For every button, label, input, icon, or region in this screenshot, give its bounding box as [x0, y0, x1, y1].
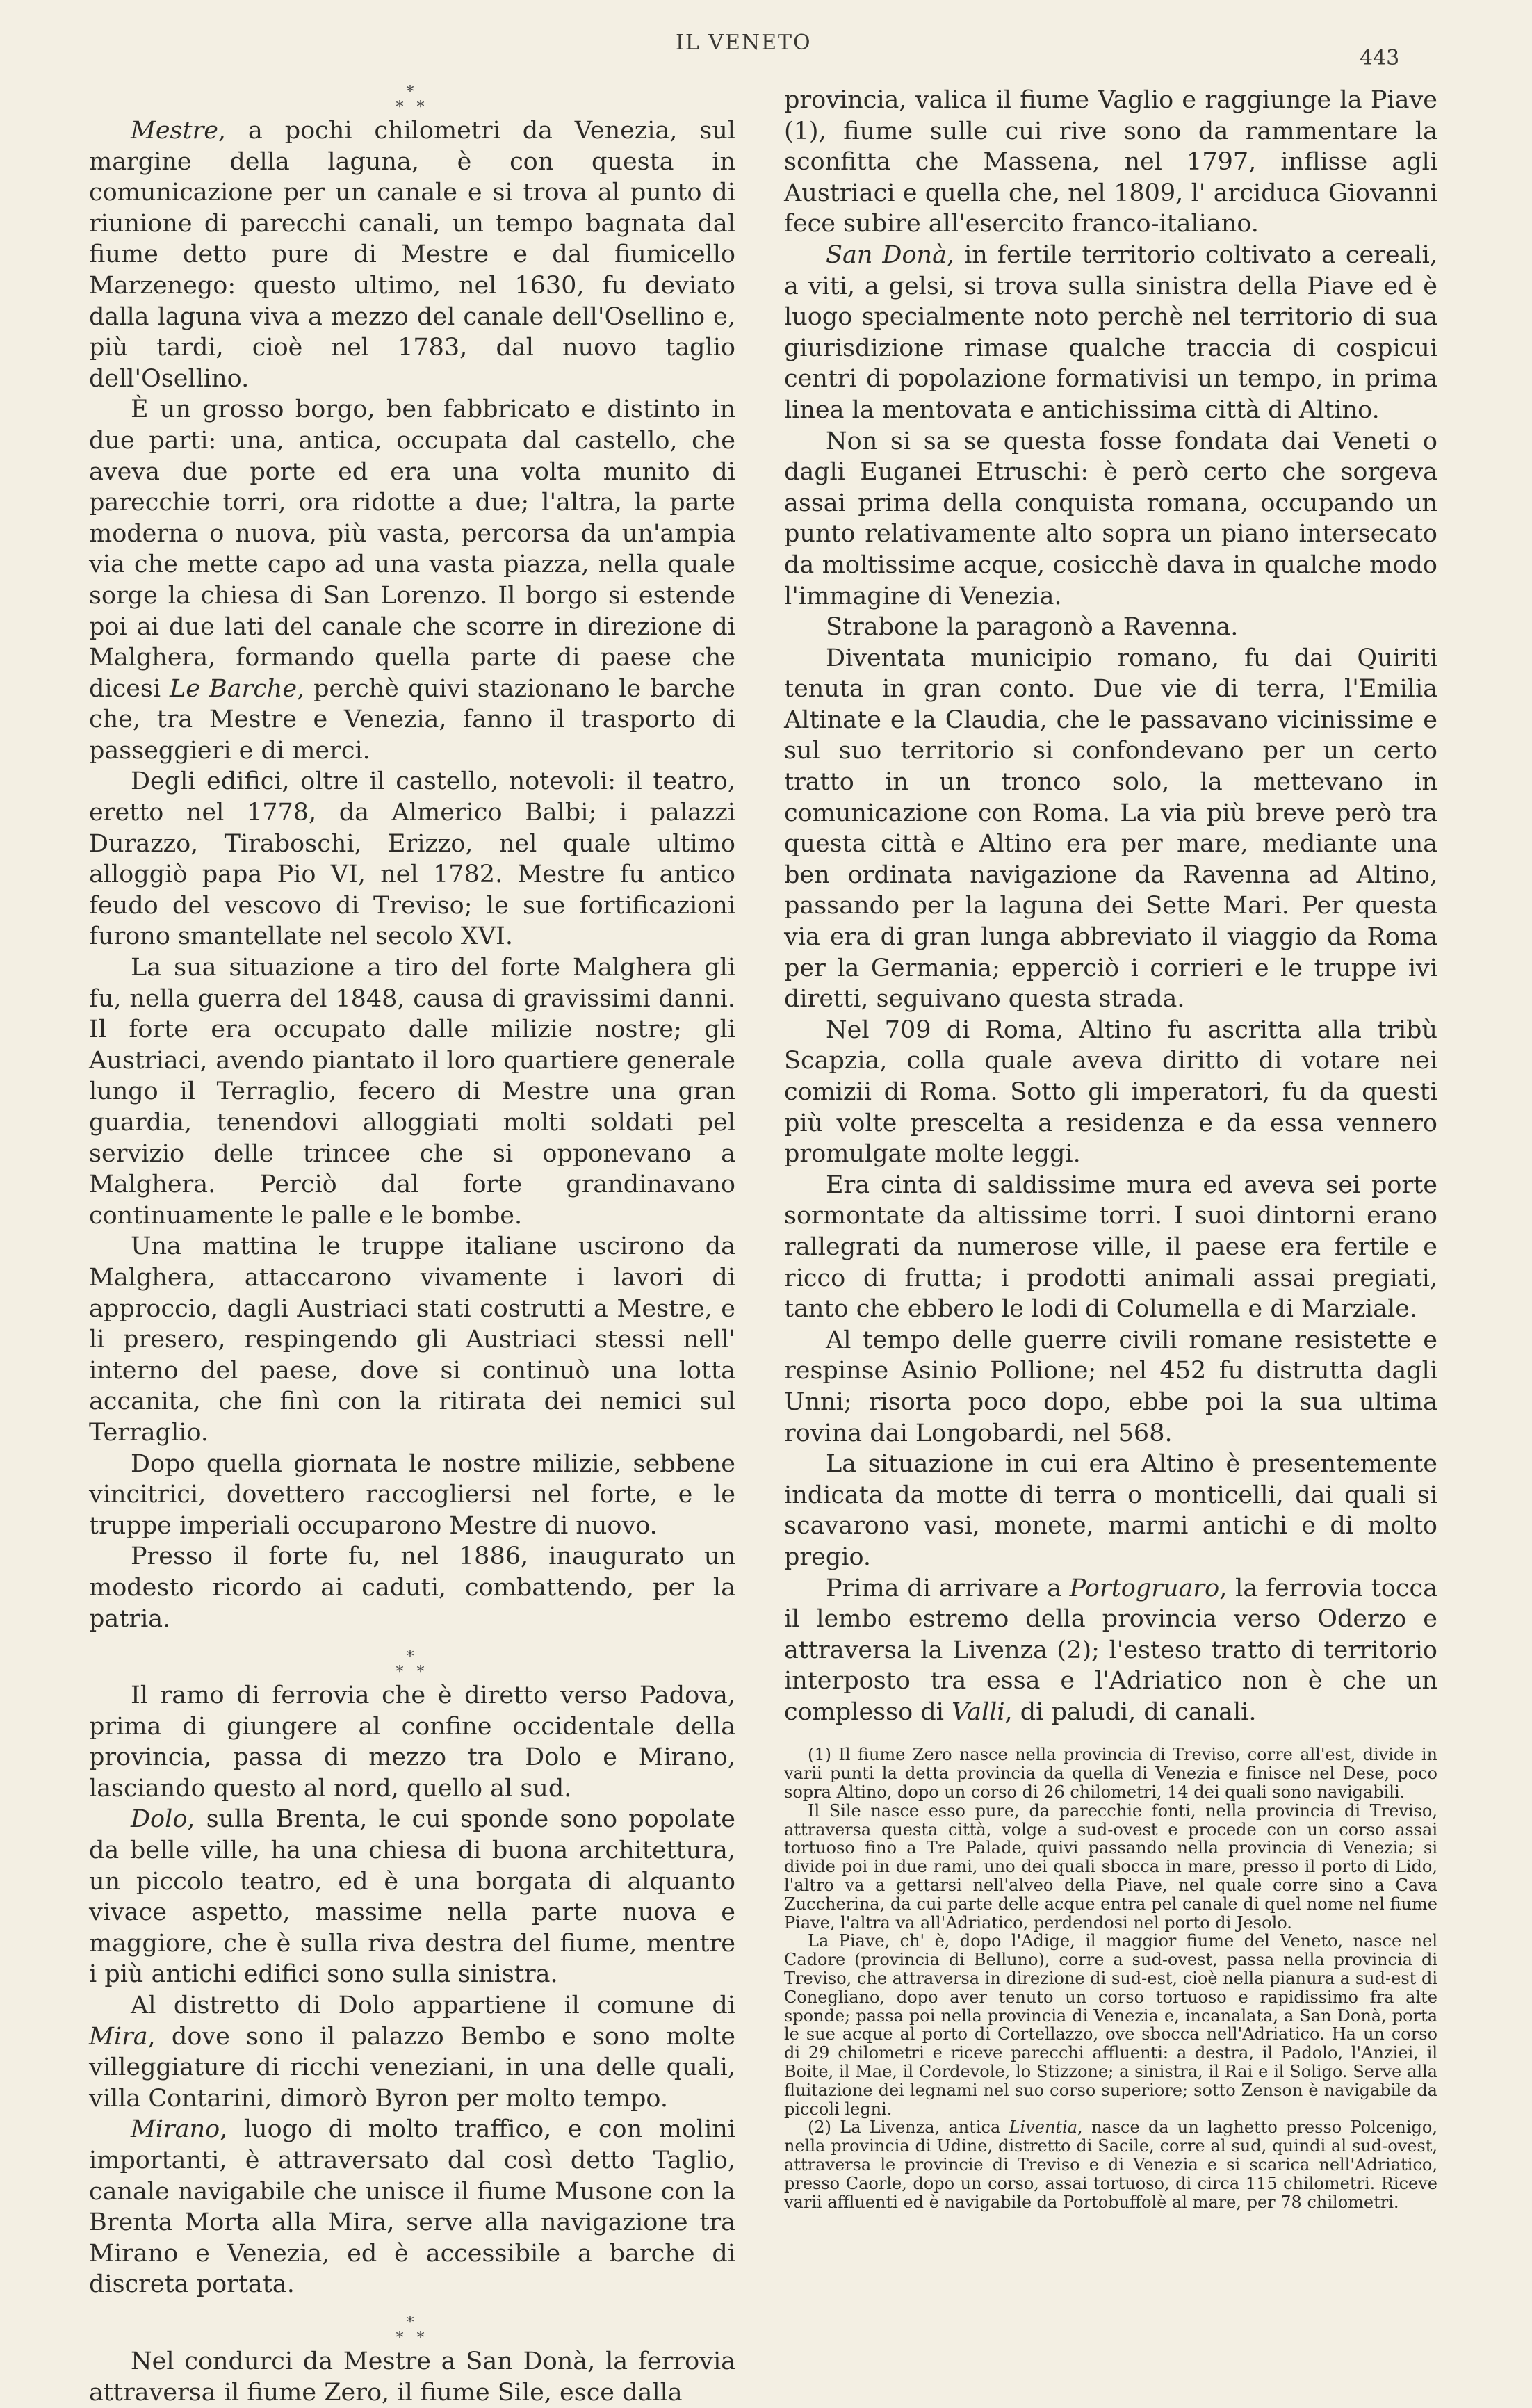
- place-name: Liventia: [1009, 2117, 1078, 2138]
- footnote: Il Sile nasce esso pure, da parecchie fonti, nella provincia di Treviso, attraversa questa città, volge a sud-ovest e procede con un corso assai tortuoso fino a Tre Palade, quivi passando nella provincia di Venezia; si divide poi in due rami, uno dei quali sbocca in mare, presso il porto di Lido, l'altro va a gettarsi nell'alveo della Piave, nel quale corre sino a Cava Zuccherina, da cui parte delle acque entra pel canale di quel nome nel fiume Piave, l'altra va all'Adriatico, perdendosi nel porto di Jesolo.: [784, 1800, 1437, 1933]
- place-name: Valli: [952, 1698, 1005, 1726]
- footnote: La Piave, ch' è, dopo l'Adige, il maggior fiume del Veneto, nasce nel Cadore (provincia di Belluno), corre a sud-ovest, passa nella provincia di Treviso, che attraversa in direzione di sud-est, cioè nella pianura a sud-est di Conegliano, dopo aver tenuto un corso tortuoso e rapidissimo fra alte sponde; passa poi nella provincia di Venezia e, incanalata, a San Donà, porta le sue acque al porto di Cortellazzo, ove sbocca nell'Adriatico. Ha un corso di 29 chilometri e riceve parecchi affluenti: a destra, il Padolo, l'Anziei, il Boite, il Mae, il Cordevole, lo Stizzone; a sinistra, il Rai e il Soligo. Serve alla fluitazione dei legnami nel suo corso superiore; sotto Zenson è navigabile da piccoli legni.: [784, 1931, 1437, 2119]
- paragraph-portogruaro: Prima di arrivare a Portogruaro, la ferrovia tocca il lembo estremo della provincia verso Oderzo e attraversa la Livenza (2); l'esteso tratto di territorio interposto tra essa e l'Adriatico non è che un complesso di Valli, di paludi, di canali.: [784, 1574, 1437, 1726]
- paragraph: Una mattina le truppe italiane uscirono da Malghera, attaccarono vivamente i lavori di approccio, dagli Austriaci stati costrutti a Mestre, e li presero, respingendo gli Austriaci stessi nell' interno del paese, dove si continuò una lotta accanita, che finì con la ritirata dei nemici sul Terraglio.: [89, 1233, 735, 1447]
- paragraph: Il ramo di ferrovia che è diretto verso Padova, prima di giungere al confine occidentale della provincia, passa di mezzo tra Dolo e Mirano, lasciando questo al nord, quello al sud.: [89, 1682, 735, 1803]
- place-name: Mestre: [131, 117, 219, 145]
- paragraph: provincia, valica il fiume Vaglio e raggiunge la Piave (1), fiume sulle cui rive sono da rammentare la sconfitta che Massena, nel 1797, inflisse agli Austriaci e quella che, nel 1809, l' arciduca Giovanni fece subire all'esercito franco-italiano.: [784, 86, 1437, 238]
- paragraph: Diventata municipio romano, fu dai Quiriti tenuta in gran conto. Due vie di terra, l'Emilia Altinate e la Claudia, che le passavano vicinissime e sul suo territorio si confondevano per un certo tratto in un tronco solo, la mettevano in comunicazione con Roma. La via più breve però tra questa città e Altino era per mare, mediante una ben ordinata navigazione da Ravenna ad Altino, passando per la laguna dei Sette Mari. Per questa via era di gran lunga abbreviato il viaggio da Roma per la Germania; epperciò i corrieri e le truppe ivi diretti, seguivano questa strada.: [784, 644, 1437, 1014]
- place-name: Mira: [89, 2022, 148, 2051]
- footnotes: [784, 1746, 1437, 2211]
- paragraph-mira: Al distretto di Dolo appartiene il comune di Mira, dove sono il palazzo Bembo e sono molte villeggiature di ricchi veneziani, in una delle quali, villa Contarini, dimorò Byron per molto tempo.: [89, 1992, 735, 2113]
- paragraph: Degli edifici, oltre il castello, notevoli: il teatro, eretto nel 1778, da Almerico Balbi; i palazzi Durazzo, Tiraboschi, Erizzo, nel quale ultimo alloggiò papa Pio VI, nel 1782. Mestre fu antico feudo del vescovo di Treviso; le sue fortificazioni furono smantellate nel secolo XVI.: [89, 767, 735, 951]
- page-number: 443: [1360, 46, 1400, 70]
- place-name: Dolo: [131, 1805, 188, 1834]
- footnote: (1) Il fiume Zero nasce nella provincia di Treviso, corre all'est, divide in varii punti la detta provincia da quella di Venezia e finisce nel Dese, poco sopra Altino, dopo un corso di 26 chilometri, 14 dei quali sono navigabili.: [784, 1745, 1437, 1803]
- section-separator: * * *: [396, 2313, 429, 2347]
- running-title: IL VENETO: [676, 31, 812, 55]
- page-header: [0, 31, 1532, 72]
- paragraph: Dopo quella giornata le nostre milizie, sebbene vincitrici, dovettero raccogliersi nel forte, e le truppe imperiali occuparono Mestre di nuovo.: [89, 1449, 735, 1540]
- paragraph: Presso il forte fu, nel 1886, inaugurato un modesto ricordo ai caduti, combattendo, per la patria.: [89, 1543, 735, 1633]
- paragraph-mestre: Mestre, a pochi chilometri da Venezia, sul margine della laguna, è con questa in comunicazione per un canale e si trova al punto di riunione di parecchi canali, un tempo bagnata dal fiume detto pure di Mestre e dal fiumicello Marzenego: questo ultimo, nel 1630, fu deviato dalla laguna viva a mezzo del canale dell'Osellino e, più tardi, cioè nel 1783, dal nuovo taglio dell'Osellino.: [89, 117, 735, 393]
- paragraph-dolo: Dolo, sulla Brenta, le cui sponde sono popolate da belle ville, ha una chiesa di buona architettura, un piccolo teatro, ed è una borgata di alquanto vivace aspetto, massime nella parte nuova e maggiore, che è sulla riva destra del fiume, mentre i più antichi edifici sono sulla sinistra.: [89, 1805, 735, 1989]
- left-column: [89, 85, 735, 2408]
- paragraph-mirano: Mirano, luogo di molto traffico, e con molini importanti, è attraversato dal così detto Taglio, canale navigabile che unisce il fiume Musone con la Brenta Morta alla Mira, serve alla navigazione tra Mirano e Venezia, ed è accessibile a barche di discreta portata.: [89, 2115, 735, 2299]
- paragraph: La sua situazione a tiro del forte Malghera gli fu, nella guerra del 1848, causa di gravissimi danni. Il forte era occupato dalle milizie nostre; gli Austriaci, avendo piantato il loro quartiere generale lungo il Terraglio, fecero di Mestre una gran guardia, tenendovi alloggiati molti soldati pel servizio delle trincee che si opponevano a Malghera. Perciò dal forte grandinavano continuamente le palle e le bombe.: [89, 954, 735, 1230]
- paragraph: Strabone la paragonò a Ravenna.: [826, 613, 1239, 642]
- paragraph: Non si sa se questa fosse fondata dai Veneti o dagli Euganei Etruschi: è però certo che sorgeva assai prima della conquista romana, occupando un punto relativamente alto sopra un piano intersecato da moltissime acque, cosicchè dava in qualche modo l'immagine di Venezia.: [784, 427, 1437, 610]
- paragraph: Era cinta di saldissime mura ed aveva sei porte sormontate da altissime torri. I suoi dintorni erano rallegrati da numerose ville, il paese era fertile e ricco di frutta; i prodotti animali assai pregiati, tanto che ebbero le lodi di Columella e di Marziale.: [784, 1171, 1437, 1324]
- paragraph: Nel condurci da Mestre a San Donà, la ferrovia attraversa il fiume Zero, il fiume Sile, esce dalla: [89, 2347, 735, 2407]
- right-column: [784, 85, 1437, 2211]
- place-name: Mirano: [131, 2115, 220, 2144]
- place-name: Le Barche: [170, 674, 298, 703]
- paragraph: La situazione in cui era Altino è presentemente indicata da motte di terra o monticelli, dai quali si scavarono vasi, monete, marmi antichi e di molto pregio.: [784, 1450, 1437, 1571]
- paragraph: Nel 709 di Roma, Altino fu ascritta alla tribù Scapzia, colla quale aveva diritto di votare nei comizii di Roma. Sotto gli imperatori, fu da questi più volte prescelta a residenza e da essa vennero promulgate molte leggi.: [784, 1016, 1437, 1169]
- paragraph-san-dona: San Donà, in fertile territorio coltivato a cereali, a viti, a gelsi, si trova sulla sinistra della Piave ed è luogo specialmente noto perchè nel territorio di sua giurisdizione rimase qualche traccia di cospicui centri di popolazione formativisi un tempo, in prima linea la mentovata e antichissima città di Altino.: [784, 241, 1437, 424]
- section-separator: * * *: [396, 1648, 429, 1682]
- footnote: (2) La Livenza, antica Liventia, nasce da un laghetto presso Polcenigo, nella provincia di Udine, distretto di Sacile, corre al sud, quindi al sud-ovest, attraversa le provincie di Treviso e di Venezia e si scarica nell'Adriatico, presso Caorle, dopo un corso, assai tortuoso, di circa 115 chilometri. Riceve varii affluenti ed è navigabile da Portobuffolè al mare, per 78 chilometri.: [784, 2117, 1437, 2212]
- place-name: San Donà: [826, 241, 947, 269]
- paragraph: Al tempo delle guerre civili romane resistette e respinse Asinio Pollione; nel 452 fu distrutta dagli Unni; risorta poco dopo, ebbe poi la sua ultima rovina dai Longobardi, nel 568.: [784, 1326, 1437, 1447]
- section-separator: * * *: [396, 83, 429, 116]
- place-name: Portogruaro: [1069, 1574, 1220, 1602]
- paragraph: È un grosso borgo, ben fabbricato e distinto in due parti: una, antica, occupata dal castello, che aveva due porte ed era una volta munito di parecchie torri, ora ridotte a due; l'altra, la parte moderna o nuova, più vasta, percorsa da un'ampia via che mette capo ad una vasta piazza, nella quale sorge la chiesa di San Lorenzo. Il borgo si estende poi ai due lati del canale che scorre in direzione di Malghera, formando quella parte di paese che dicesi Le Barche, perchè quivi stazionano le barche che, tra Mestre e Venezia, fanno il trasporto di passeggieri e di merci.: [89, 396, 735, 765]
